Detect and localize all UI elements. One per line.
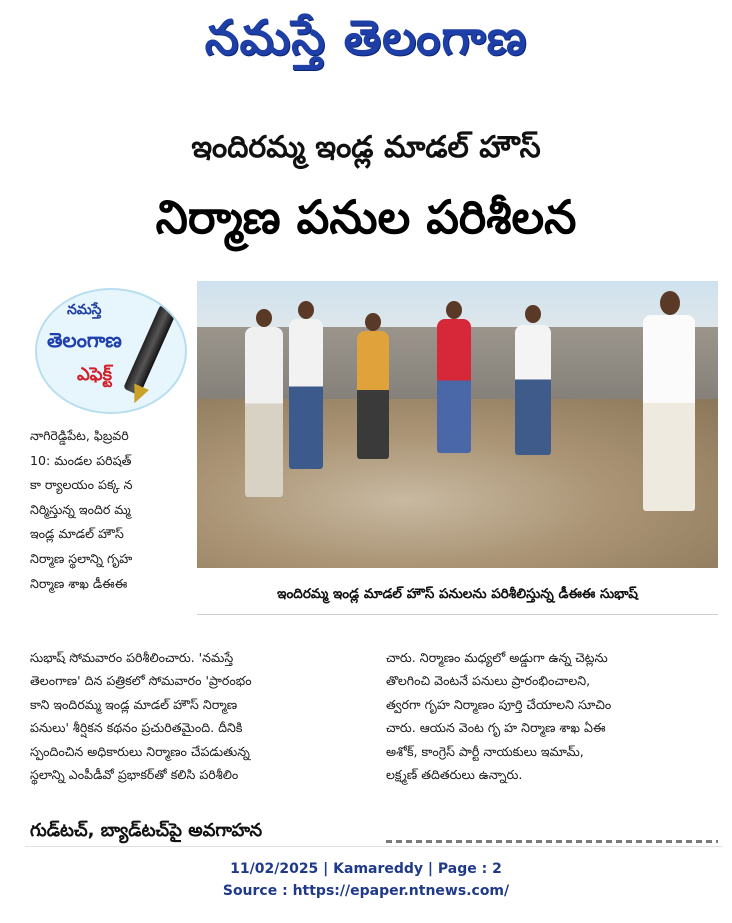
- next-article-headline: గుడ్‌టచ్, బ్యాడ్‌టచ్‌పై అవగాహన: [30, 820, 263, 841]
- article-line: స్పందించిన అధికారులు నిర్మాణం చేపడుతున్న: [30, 743, 250, 759]
- photo-person: [515, 325, 551, 455]
- effect-badge: [35, 288, 187, 414]
- article-line: లక్ష్మణ్ తదితరులు ఉన్నారు.: [386, 767, 523, 783]
- article-line: 10: మండల పరిషత్: [30, 452, 132, 468]
- article-line: స్థలాన్ని ఎంపీడీవో ప్రభాకర్‌తో కలిసి పరిశీలిం: [30, 767, 239, 783]
- photo-person-head: [660, 291, 680, 315]
- masthead-title: నమస్తే తెలంగాణ: [204, 10, 528, 66]
- photo-person: [245, 327, 283, 497]
- article-line: నిర్మిస్తున్న ఇందిర మ్మ: [30, 501, 131, 517]
- clipping-edge: [25, 846, 722, 847]
- photo-person-head: [525, 305, 541, 323]
- article-line: ఇండ్ల మాడల్ హౌస్: [30, 526, 124, 542]
- article-line: కా ర్యాలయం పక్క న: [30, 477, 133, 493]
- article-line: తొలగించి వెంటనే పనులు ప్రారంభించాలని,: [386, 673, 591, 689]
- photo-person: [289, 319, 323, 469]
- badge-line-1: నమస్తే: [67, 302, 102, 318]
- photo-person: [643, 315, 695, 511]
- photo-caption: ఇందిరమ్మ ఇండ్ల మాడల్ హౌస్ పనులను పరిశీలిస్తున్న డీఈఈ సుభాష్: [197, 574, 718, 615]
- badge-line-3: ఎఫెక్ట్: [77, 364, 112, 385]
- article-right-column: [386, 646, 718, 786]
- article-line: సుభాష్ సోమవారం పరిశీలించారు. 'నమస్తే: [30, 650, 234, 665]
- photo-person: [437, 319, 471, 453]
- article-line: త్వరగా గృహ నిర్మాణం పూర్తి చేయాలని సూచిం: [386, 696, 612, 712]
- article-line: నాగిరెడ్డిపేట, ఫిబ్రవరి: [30, 428, 129, 443]
- footer-source-line: Source : https://epaper.ntnews.com/: [222, 883, 510, 899]
- fountain-pen-icon: [123, 304, 177, 395]
- article-line: చారు. నిర్మాణం మధ్యలో అడ్డుగా ఉన్న చెట్లను: [386, 650, 608, 665]
- article-line: నిర్మాణ స్థలాన్ని గృహ: [30, 550, 133, 566]
- photo-person-head: [256, 309, 272, 327]
- photo-person-head: [365, 313, 381, 331]
- badge-line-2: తెలంగాణ: [47, 328, 122, 352]
- photo-person: [357, 331, 389, 459]
- article-line: అశోక్, కాంగ్రెస్ పార్టీ నాయకులు ఇమామ్,: [386, 743, 584, 759]
- photo-person-head: [446, 301, 462, 319]
- article-line: తెలంగాణ' దిన పత్రికలో సోమవారం 'ప్రారంభం: [30, 673, 252, 689]
- footer-date-line: 11/02/2025 | Kamareddy | Page : 2: [230, 861, 502, 877]
- article-left-column: [30, 646, 374, 786]
- article-line: చారు. ఆయన వెంట గృ హ నిర్మాణ శాఖ ఏఈ: [386, 720, 606, 736]
- next-article-text-fragment: [386, 836, 718, 846]
- article-narrow-column: [30, 424, 192, 596]
- article-line: పనులు' శీర్షికన కథనం ప్రచురితమైంది. దీనికి: [30, 720, 243, 736]
- main-headline: నిర్మాణ పనుల పరిశీలన: [155, 190, 577, 244]
- article-line: కాని ఇందిరమ్మ ఇండ్ల మాడల్ హౌస్ నిర్మాణ: [30, 696, 238, 712]
- photo-person-head: [298, 301, 314, 319]
- article-line: నిర్మాణ శాఖ డీఈఈ: [30, 575, 128, 591]
- news-photo: [197, 281, 718, 568]
- sub-headline: ఇందిరమ్మ ఇండ్ల మాడల్ హౌస్: [191, 130, 541, 165]
